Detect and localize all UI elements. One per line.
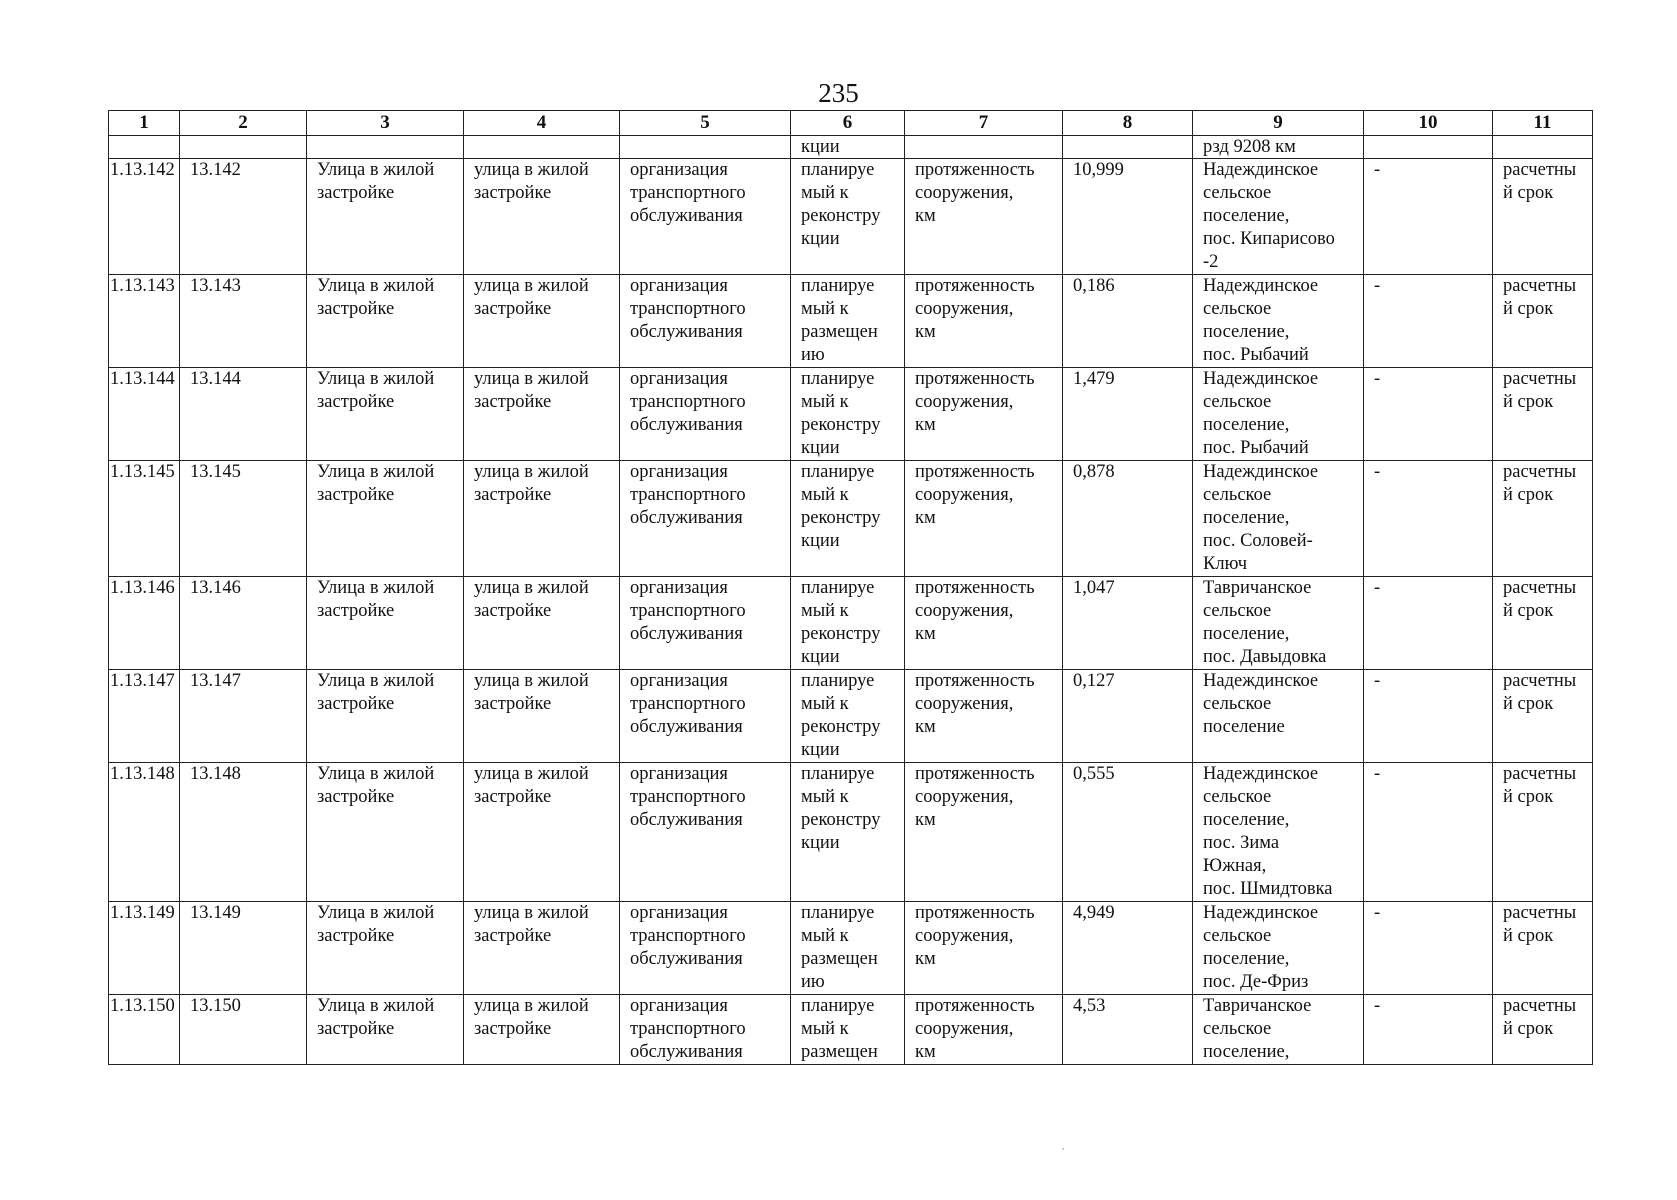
cell-text: протяженность сооружения, км xyxy=(915,671,1035,737)
cell-text: Улица в жилой застройке xyxy=(317,276,435,319)
table-cell xyxy=(1193,902,1364,995)
cell-text: Надеждинское сельское поселение xyxy=(1203,671,1319,737)
table-row xyxy=(109,995,1593,1065)
table-cell xyxy=(1493,902,1593,995)
cell-text: Улица в жилой застройке xyxy=(317,903,435,946)
cell-text: 1.13.143 xyxy=(110,276,175,296)
cell-text: Улица в жилой застройке xyxy=(317,160,435,203)
cell-text: 1.13.150 xyxy=(110,996,175,1016)
cell-text: 0,127 xyxy=(1073,671,1115,691)
table-cell xyxy=(307,670,464,763)
table-cell xyxy=(464,461,620,577)
table-cell xyxy=(180,368,307,461)
table-cell: кции xyxy=(791,136,905,159)
table-cell xyxy=(307,275,464,368)
cell-text: - xyxy=(1374,996,1381,1016)
table-row xyxy=(109,275,1593,368)
table-cell xyxy=(180,995,307,1065)
table-cell xyxy=(180,136,307,159)
table-cell xyxy=(620,136,791,159)
cell-text: 13.143 xyxy=(190,276,241,296)
table-cell xyxy=(1493,577,1593,670)
cell-text: 1,479 xyxy=(1073,369,1115,389)
cell-text: улица в жилой застройке xyxy=(474,764,589,807)
cell-text: протяженность сооружения, км xyxy=(915,276,1035,342)
table-cell xyxy=(180,159,307,275)
table-cell xyxy=(620,763,791,902)
cell-text: планируе мый к размещен ию xyxy=(801,276,878,365)
table-cell xyxy=(1063,995,1193,1065)
table-cell xyxy=(307,995,464,1065)
table-cell xyxy=(1063,136,1193,159)
table-cell xyxy=(905,670,1063,763)
cell-text: - xyxy=(1374,903,1381,923)
cell-text: Надеждинское сельское поселение, пос. Рыбачий xyxy=(1203,276,1319,365)
cell-text: расчетны й срок xyxy=(1503,764,1577,807)
table-cell xyxy=(1193,670,1364,763)
table-cell xyxy=(307,136,464,159)
cell-text: планируе мый к реконстру кции xyxy=(801,764,881,853)
cell-text: организация транспортного обслуживания xyxy=(630,903,746,969)
cell-text: планируе мый к реконстру кции xyxy=(801,671,881,760)
cell-text: Надеждинское сельское поселение, пос. Рыбачий xyxy=(1203,369,1319,458)
table-cell xyxy=(620,159,791,275)
cell-text: 13.148 xyxy=(190,764,241,784)
cell-text: протяженность сооружения, км xyxy=(915,996,1035,1062)
table-cell xyxy=(1364,368,1493,461)
table-cell xyxy=(905,368,1063,461)
table-cell xyxy=(1063,368,1193,461)
table-cell xyxy=(1193,995,1364,1065)
table-cell xyxy=(905,902,1063,995)
table-cell xyxy=(905,763,1063,902)
cell-text: 4,53 xyxy=(1073,996,1106,1016)
cell-text: протяженность сооружения, км xyxy=(915,160,1035,226)
cell-text: протяженность сооружения, км xyxy=(915,369,1035,435)
cell-text: организация транспортного обслуживания xyxy=(630,996,746,1062)
table-cell xyxy=(464,136,620,159)
column-number: 4 xyxy=(464,111,620,136)
cell-text: 13.145 xyxy=(190,462,241,482)
table-cell xyxy=(307,763,464,902)
table-cell xyxy=(791,368,905,461)
table-cell xyxy=(1063,159,1193,275)
cell-text: планируе мый к размещен ию xyxy=(801,903,878,992)
cell-text: 13.150 xyxy=(190,996,241,1016)
cell-text: Тавричанское сельское поселение, пос. Давыдовка xyxy=(1203,578,1327,667)
table-cell xyxy=(620,995,791,1065)
table-cell xyxy=(1193,461,1364,577)
cell-text: 0,878 xyxy=(1073,462,1115,482)
table-cell xyxy=(1493,995,1593,1065)
table-cell xyxy=(791,461,905,577)
table-cell xyxy=(905,577,1063,670)
table-cell xyxy=(620,275,791,368)
table-cell xyxy=(1364,577,1493,670)
table-cell xyxy=(464,159,620,275)
table-cell xyxy=(307,902,464,995)
table-cell xyxy=(1063,763,1193,902)
table-cell xyxy=(1364,461,1493,577)
table-cell xyxy=(464,995,620,1065)
cell-text: Улица в жилой застройке xyxy=(317,462,435,505)
table-cell xyxy=(1364,275,1493,368)
cell-text: улица в жилой застройке xyxy=(474,578,589,621)
table-row xyxy=(109,368,1593,461)
table-cell xyxy=(791,995,905,1065)
table-cell xyxy=(620,461,791,577)
cell-text: 13.144 xyxy=(190,369,241,389)
table-row xyxy=(109,763,1593,902)
cell-text: протяженность сооружения, км xyxy=(915,462,1035,528)
cell-text: расчетны й срок xyxy=(1503,369,1577,412)
cell-text: - xyxy=(1374,369,1381,389)
table-cell xyxy=(1193,368,1364,461)
table-cell xyxy=(1364,159,1493,275)
table-cell xyxy=(109,995,180,1065)
table-cell xyxy=(109,577,180,670)
cell-text: организация транспортного обслуживания xyxy=(630,160,746,226)
table-cell xyxy=(791,670,905,763)
cell-text: расчетны й срок xyxy=(1503,160,1577,203)
cell-text: протяженность сооружения, км xyxy=(915,764,1035,830)
cell-text: 1.13.149 xyxy=(110,903,175,923)
cell-text: 13.149 xyxy=(190,903,241,923)
cell-text: планируе мый к реконстру кции xyxy=(801,462,881,551)
column-number: 11 xyxy=(1493,111,1593,136)
cell-text: 0,555 xyxy=(1073,764,1115,784)
page-number: 235 xyxy=(818,78,859,108)
table-cell xyxy=(1493,461,1593,577)
column-number: 9 xyxy=(1193,111,1364,136)
column-number: 2 xyxy=(180,111,307,136)
table-cell xyxy=(464,577,620,670)
cell-text: 1.13.142 xyxy=(110,160,175,180)
cell-text: Улица в жилой застройке xyxy=(317,764,435,807)
cell-text: 13.146 xyxy=(190,578,241,598)
cell-text: протяженность сооружения, км xyxy=(915,578,1035,644)
cell-text: организация транспортного обслуживания xyxy=(630,671,746,737)
cell-text: 13.147 xyxy=(190,671,241,691)
cell-text: 10,999 xyxy=(1073,160,1124,180)
cell-text: расчетны й срок xyxy=(1503,671,1577,714)
cell-text: - xyxy=(1374,764,1381,784)
table-cell xyxy=(180,670,307,763)
table-cell xyxy=(905,136,1063,159)
table-cell xyxy=(1493,136,1593,159)
cell-text: улица в жилой застройке xyxy=(474,369,589,412)
table-cell xyxy=(1493,368,1593,461)
table-cell xyxy=(1493,763,1593,902)
table-cell xyxy=(905,461,1063,577)
cell-text: улица в жилой застройке xyxy=(474,903,589,946)
cell-text: улица в жилой застройке xyxy=(474,671,589,714)
column-number: 7 xyxy=(905,111,1063,136)
table-cell xyxy=(1063,275,1193,368)
table-cell xyxy=(1364,902,1493,995)
table-cell xyxy=(620,670,791,763)
cell-text: Надеждинское сельское поселение, пос. Де-Фриз xyxy=(1203,903,1319,992)
table-cell xyxy=(109,159,180,275)
cell-text: улица в жилой застройке xyxy=(474,160,589,203)
cell-text: планируе мый к реконстру кции xyxy=(801,578,881,667)
table-cell xyxy=(1364,136,1493,159)
table-cell xyxy=(1364,670,1493,763)
cell-text: 13.142 xyxy=(190,160,241,180)
table-cell xyxy=(1063,902,1193,995)
table-cell xyxy=(1193,577,1364,670)
cell-text: 4,949 xyxy=(1073,903,1115,923)
table-cell xyxy=(109,902,180,995)
table-cell xyxy=(1493,159,1593,275)
table-cell xyxy=(464,275,620,368)
table-row xyxy=(109,461,1593,577)
cell-text: планируе мый к реконстру кции xyxy=(801,369,881,458)
table-row xyxy=(109,577,1593,670)
table-cell xyxy=(1063,461,1193,577)
cell-text: - xyxy=(1374,578,1381,598)
column-number-row xyxy=(109,111,1593,136)
cell-text: организация транспортного обслуживания xyxy=(630,462,746,528)
cell-text: расчетны й срок xyxy=(1503,903,1577,946)
cell-text: 1.13.145 xyxy=(110,462,175,482)
table-cell xyxy=(307,159,464,275)
cell-text: 0,186 xyxy=(1073,276,1115,296)
table-cell xyxy=(464,670,620,763)
cell-text: организация транспортного обслуживания xyxy=(630,578,746,644)
table-cell xyxy=(109,461,180,577)
table-row xyxy=(109,159,1593,275)
table-cell xyxy=(109,763,180,902)
table-cell xyxy=(1493,670,1593,763)
cell-text: - xyxy=(1374,462,1381,482)
cell-text: 1.13.147 xyxy=(110,671,175,691)
table-cell xyxy=(180,275,307,368)
cell-text: улица в жилой застройке xyxy=(474,462,589,505)
table-cell xyxy=(180,577,307,670)
cell-text: расчетны й срок xyxy=(1503,996,1577,1039)
cell-text: Улица в жилой застройке xyxy=(317,996,435,1039)
cell-text: Надеждинское сельское поселение, пос. Соловей- Ключ xyxy=(1203,462,1319,574)
table-cell xyxy=(180,461,307,577)
table-cell xyxy=(109,136,180,159)
cell-text: расчетны й срок xyxy=(1503,276,1577,319)
cell-text: организация транспортного обслуживания xyxy=(630,369,746,435)
table-cell xyxy=(464,368,620,461)
table-cell xyxy=(791,159,905,275)
table-cell xyxy=(180,763,307,902)
table-cell xyxy=(791,763,905,902)
cell-text: 1.13.146 xyxy=(110,578,175,598)
table-cell xyxy=(1193,763,1364,902)
table-cell xyxy=(905,275,1063,368)
table-cell xyxy=(791,275,905,368)
table-cell xyxy=(109,368,180,461)
table-cell xyxy=(1063,577,1193,670)
cell-text: - xyxy=(1374,276,1381,296)
cell-text: улица в жилой застройке xyxy=(474,276,589,319)
table-cell xyxy=(791,902,905,995)
table-cell xyxy=(1364,763,1493,902)
table-cell xyxy=(1364,995,1493,1065)
cell-text: Надеждинское сельское поселение, пос. Зима Южная, пос. Шмидтовка xyxy=(1203,764,1333,899)
table-cell xyxy=(464,763,620,902)
table-cell xyxy=(180,902,307,995)
cell-text: Улица в жилой застройке xyxy=(317,578,435,621)
table-cell xyxy=(1193,159,1364,275)
cell-text: Тавричанское сельское поселение, xyxy=(1203,996,1312,1062)
cell-text: планируе мый к размещен xyxy=(801,996,878,1062)
cell-text: улица в жилой застройке xyxy=(474,996,589,1039)
table-cell xyxy=(1063,670,1193,763)
cell-text: - xyxy=(1374,160,1381,180)
table-cell xyxy=(620,368,791,461)
table-cell xyxy=(1493,275,1593,368)
column-number: 10 xyxy=(1364,111,1493,136)
cell-text: расчетны й срок xyxy=(1503,578,1577,621)
column-number: 1 xyxy=(109,111,180,136)
table-cell xyxy=(905,159,1063,275)
table-cell xyxy=(620,902,791,995)
table-cell xyxy=(109,275,180,368)
cell-text: расчетны й срок xyxy=(1503,462,1577,505)
table-cell xyxy=(109,670,180,763)
cell-text: Улица в жилой застройке xyxy=(317,369,435,412)
table-row xyxy=(109,670,1593,763)
continuation-row xyxy=(109,136,1593,159)
column-number: 3 xyxy=(307,111,464,136)
cell-text: Улица в жилой застройке xyxy=(317,671,435,714)
cell-text: 1.13.144 xyxy=(110,369,175,389)
cell-text: протяженность сооружения, км xyxy=(915,903,1035,969)
table-cell xyxy=(307,461,464,577)
cell-text: Надеждинское сельское поселение, пос. Кипарисово -2 xyxy=(1203,160,1335,272)
cell-text: организация транспортного обслуживания xyxy=(630,764,746,830)
cell-text: планируе мый к реконстру кции xyxy=(801,160,881,249)
table-cell: рзд 9208 км xyxy=(1193,136,1364,159)
cell-text: 1,047 xyxy=(1073,578,1115,598)
table-cell xyxy=(307,368,464,461)
register-table xyxy=(108,110,1593,1065)
column-number: 6 xyxy=(791,111,905,136)
table-cell xyxy=(905,995,1063,1065)
table-cell xyxy=(307,577,464,670)
column-number: 5 xyxy=(620,111,791,136)
scan-speck xyxy=(1062,1148,1064,1150)
table-cell xyxy=(791,577,905,670)
table-row xyxy=(109,902,1593,995)
table-cell xyxy=(1193,275,1364,368)
cell-text: 1.13.148 xyxy=(110,764,175,784)
column-number: 8 xyxy=(1063,111,1193,136)
table-cell xyxy=(620,577,791,670)
table-cell xyxy=(464,902,620,995)
cell-text: организация транспортного обслуживания xyxy=(630,276,746,342)
cell-text: - xyxy=(1374,671,1381,691)
